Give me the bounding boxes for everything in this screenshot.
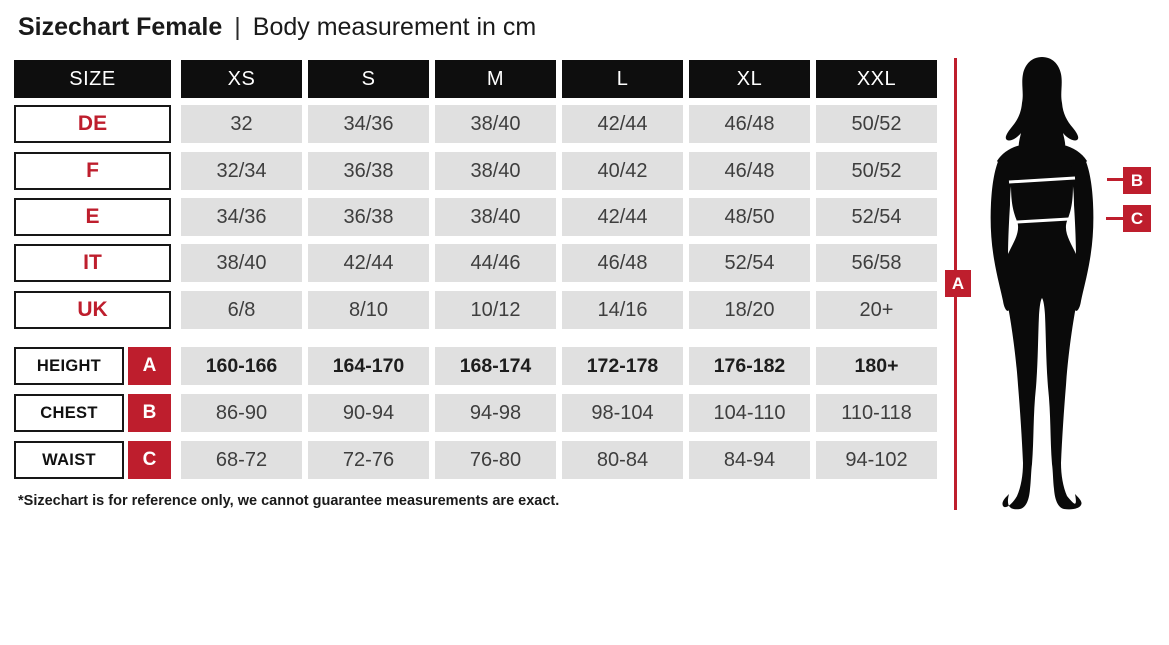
column-header-xs: XS (181, 60, 302, 98)
e-value-cell: 42/44 (562, 198, 683, 236)
height-value-cell: 176-182 (689, 347, 810, 385)
column-header-s: S (308, 60, 429, 98)
waist-value-cell: 94-102 (816, 441, 937, 479)
figure-marker-b: B (1123, 167, 1151, 194)
e-value-cell: 34/36 (181, 198, 302, 236)
row-label-chest: CHEST (14, 394, 124, 432)
column-header-xxl: XXL (816, 60, 937, 98)
row-label-f: F (14, 152, 171, 190)
column-header-xl: XL (689, 60, 810, 98)
waist-value-cell: 80-84 (562, 441, 683, 479)
waist-value-cell: 84-94 (689, 441, 810, 479)
height-label-group (14, 347, 171, 385)
height-value-cell: 172-178 (562, 347, 683, 385)
column-header-m: M (435, 60, 556, 98)
it-value-cell: 38/40 (181, 244, 302, 282)
f-value-cell: 50/52 (816, 152, 937, 190)
uk-value-cell: 18/20 (689, 291, 810, 329)
table-row-height (14, 347, 937, 385)
e-value-cell: 48/50 (689, 198, 810, 236)
table-row-e (14, 198, 937, 236)
height-value-cell: 168-174 (435, 347, 556, 385)
e-value-cell: 52/54 (816, 198, 937, 236)
chest-value-cell: 110-118 (816, 394, 937, 432)
uk-value-cell: 14/16 (562, 291, 683, 329)
height-value-cell: 180+ (816, 347, 937, 385)
row-label-it: IT (14, 244, 171, 282)
chest-label-group (14, 394, 171, 432)
chest-tick-line (1107, 178, 1123, 181)
row-label-e: E (14, 198, 171, 236)
f-value-cell: 38/40 (435, 152, 556, 190)
waist-value-cell: 72-76 (308, 441, 429, 479)
table-row-waist (14, 441, 937, 479)
e-value-cell: 38/40 (435, 198, 556, 236)
chest-value-cell: 98-104 (562, 394, 683, 432)
it-value-cell: 42/44 (308, 244, 429, 282)
f-value-cell: 32/34 (181, 152, 302, 190)
row-label-de: DE (14, 105, 171, 143)
uk-value-cell: 10/12 (435, 291, 556, 329)
waist-label-group (14, 441, 171, 479)
height-value-cell: 164-170 (308, 347, 429, 385)
it-value-cell: 44/46 (435, 244, 556, 282)
de-value-cell: 38/40 (435, 105, 556, 143)
row-label-height: HEIGHT (14, 347, 124, 385)
chest-value-cell: 90-94 (308, 394, 429, 432)
f-value-cell: 46/48 (689, 152, 810, 190)
size-header-cell: SIZE (14, 60, 171, 98)
de-value-cell: 42/44 (562, 105, 683, 143)
title-subtitle: Body measurement in cm (252, 13, 537, 41)
title-separator: | (234, 13, 241, 41)
chest-value-cell: 104-110 (689, 394, 810, 432)
chest-value-cell: 86-90 (181, 394, 302, 432)
f-value-cell: 40/42 (562, 152, 683, 190)
it-value-cell: 46/48 (562, 244, 683, 282)
table-header-row (14, 60, 937, 98)
f-value-cell: 36/38 (308, 152, 429, 190)
figure-marker-a: A (945, 270, 971, 297)
de-value-cell: 34/36 (308, 105, 429, 143)
table-row-de (14, 105, 937, 143)
table-marker-a: A (128, 347, 171, 385)
footnote: *Sizechart is for reference only, we cannot guarantee measurements are exact. (18, 493, 560, 509)
row-label-waist: WAIST (14, 441, 124, 479)
female-silhouette (975, 57, 1115, 522)
uk-value-cell: 20+ (816, 291, 937, 329)
table-row-it (14, 244, 937, 282)
de-value-cell: 46/48 (689, 105, 810, 143)
e-value-cell: 36/38 (308, 198, 429, 236)
table-row-uk (14, 291, 937, 329)
table-marker-b: B (128, 394, 171, 432)
chest-value-cell: 94-98 (435, 394, 556, 432)
table-row-chest (14, 394, 937, 432)
table-marker-c: C (128, 441, 171, 479)
uk-value-cell: 8/10 (308, 291, 429, 329)
title-main: Sizechart Female (18, 13, 223, 41)
de-value-cell: 32 (181, 105, 302, 143)
waist-tick-line (1106, 217, 1123, 220)
table-row-f (14, 152, 937, 190)
height-value-cell: 160-166 (181, 347, 302, 385)
it-value-cell: 52/54 (689, 244, 810, 282)
uk-value-cell: 6/8 (181, 291, 302, 329)
waist-value-cell: 76-80 (435, 441, 556, 479)
page-title (18, 13, 536, 42)
row-label-uk: UK (14, 291, 171, 329)
it-value-cell: 56/58 (816, 244, 937, 282)
figure-marker-c: C (1123, 205, 1151, 232)
de-value-cell: 50/52 (816, 105, 937, 143)
body-figure (940, 50, 1169, 530)
column-header-l: L (562, 60, 683, 98)
waist-value-cell: 68-72 (181, 441, 302, 479)
